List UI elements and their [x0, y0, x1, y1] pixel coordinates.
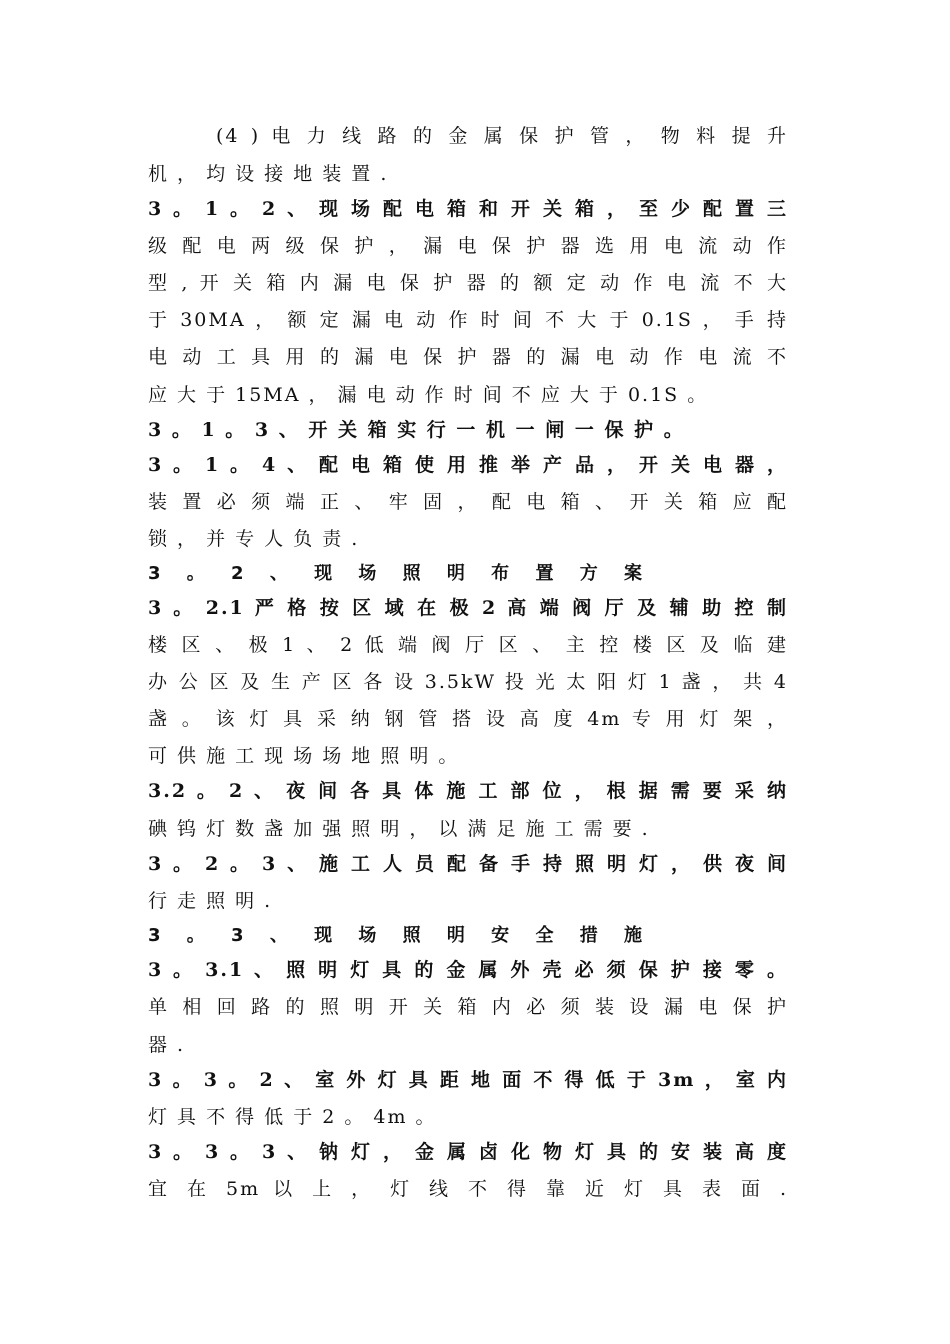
paragraph-line: 级 配 电 两 级 保 护 ， 漏 电 保 护 器 选 用 电 流 动 作 — [148, 235, 788, 257]
paragraph-line: 于 30MA ， 额 定 漏 电 动 作 时 间 不 大 于 0.1S ， 手 持 — [148, 309, 788, 331]
paragraph-line: 装 置 必 须 端 正 、 牢 固 ， 配 电 箱 、 开 关 箱 应 配 — [148, 491, 788, 513]
paragraph-line: 可 供 施 工 现 场 场 地 照 明 。 — [148, 745, 460, 767]
section-line: 3 。 3 。 2 、 室 外 灯 具 距 地 面 不 得 低 于 3m ， 室 内 — [148, 1069, 788, 1091]
paragraph-line: 行 走 照 明 . — [148, 890, 273, 912]
section-line: 3 。 1 。 2 、 现 场 配 电 箱 和 开 关 箱 ， 至 少 配 置 三 — [148, 198, 788, 220]
section-line: 3 。 2.1 严 格 按 区 域 在 极 2 高 端 阀 厅 及 辅 助 控 制 — [148, 597, 788, 619]
section-line: 3 。 2 。 3 、 施 工 人 员 配 备 手 持 照 明 灯 ， 供 夜 间 — [148, 853, 788, 875]
paragraph-line: 办 公 区 及 生 产 区 各 设 3.5kW 投 光 太 阳 灯 1 盏 ， 共 4 — [148, 671, 788, 693]
paragraph-line: 碘 钨 灯 数 盏 加 强 照 明 ， 以 满 足 施 工 需 要 . — [148, 818, 650, 840]
paragraph-line: 机 ， 均 设 接 地 装 置 . — [148, 163, 389, 185]
section-heading: 3 。 3 、 现 场 照 明 安 全 措 施 — [148, 925, 652, 946]
section-line: 3 。 3 。 3 、 钠 灯 ， 金 属 卤 化 物 灯 具 的 安 装 高 度 — [148, 1141, 788, 1163]
paragraph-line: (4 ) 电 力 线 路 的 金 属 保 护 管 ， 物 料 提 升 — [216, 125, 788, 147]
section-line: 3.2 。 2 、 夜 间 各 具 体 施 工 部 位 ， 根 据 需 要 采 纳 — [148, 780, 788, 802]
paragraph-line: 锁 ， 并 专 人 负 责 . — [148, 528, 360, 550]
paragraph-line: 电 动 工 具 用 的 漏 电 保 护 器 的 漏 电 动 作 电 流 不 — [148, 346, 788, 368]
paragraph-line: 器 . — [148, 1034, 186, 1056]
section-line: 3 。 1 。 3 、 开 关 箱 实 行 一 机 一 闸 一 保 护 。 — [148, 419, 685, 441]
paragraph-line: 单 相 回 路 的 照 明 开 关 箱 内 必 须 装 设 漏 电 保 护 — [148, 996, 788, 1018]
paragraph-line: 灯 具 不 得 低 于 2 。 4m 。 — [148, 1106, 437, 1128]
paragraph-line: 宜 在 5m 以 上 ， 灯 线 不 得 靠 近 灯 具 表 面 . — [148, 1178, 788, 1200]
paragraph-line: 型 , 开 关 箱 内 漏 电 保 护 器 的 额 定 动 作 电 流 不 大 — [148, 272, 788, 294]
section-line: 3 。 1 。 4 、 配 电 箱 使 用 推 举 产 品 ， 开 关 电 器 ， — [148, 454, 788, 476]
section-line: 3 。 3.1 、 照 明 灯 具 的 金 属 外 壳 必 须 保 护 接 零 。 — [148, 959, 788, 981]
paragraph-line: 应 大 于 15MA ， 漏 电 动 作 时 间 不 应 大 于 0.1S 。 — [148, 384, 709, 406]
section-heading: 3 。 2 、 现 场 照 明 布 置 方 案 — [148, 563, 652, 584]
paragraph-line: 楼 区 、 极 1 、 2 低 端 阀 厅 区 、 主 控 楼 区 及 临 建 — [148, 634, 788, 656]
paragraph-line: 盏 。 该 灯 具 采 纳 钢 管 搭 设 高 度 4m 专 用 灯 架 ， — [148, 708, 788, 730]
